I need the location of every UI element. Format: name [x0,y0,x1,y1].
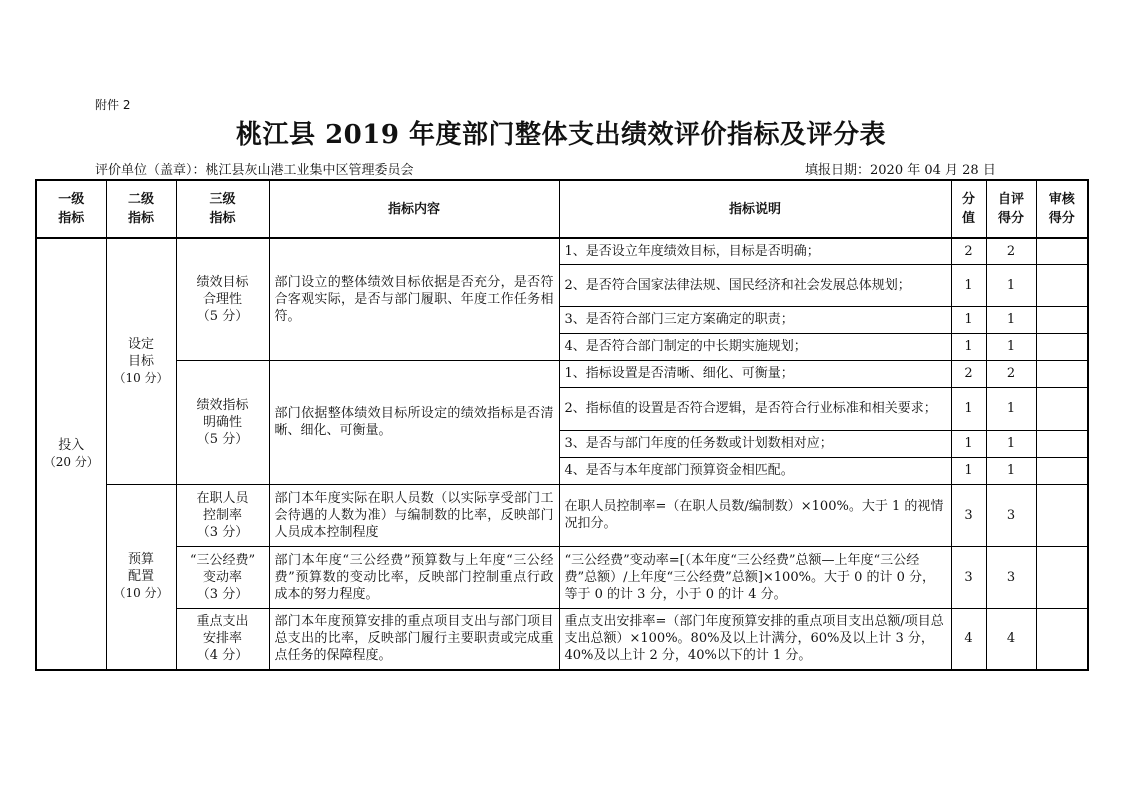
evaluator-name: 桃江县灰山港工业集中区管理委员会 [205,163,414,178]
self-score-cell: 1 [986,387,1036,430]
score-cell: 1 [951,457,986,484]
evaluator-line [95,159,414,178]
review-score-cell [1036,608,1088,670]
self-score-cell: 4 [986,608,1036,670]
self-score-cell: 1 [986,430,1036,457]
table-row [36,546,1088,608]
table-row [36,360,1088,387]
self-score-cell: 2 [986,238,1036,264]
header-row [36,180,1088,238]
score-cell: 1 [951,333,986,360]
content-cell: 部门依据整体绩效目标所设定的绩效指标是否清晰、细化、可衡量。 [269,360,559,484]
evaluation-table [35,179,1089,671]
score-cell: 2 [951,360,986,387]
level3-cell: 在职人员 控制率 （3 分） [176,484,269,546]
report-date: 填报日期：2020 年 04 月 28 日 [805,163,996,178]
review-score-cell [1036,333,1088,360]
header-level1: 一级 指标 [36,180,106,238]
score-cell: 1 [951,264,986,306]
description-cell: 1、是否设立年度绩效目标，目标是否明确； [559,238,951,264]
review-score-cell [1036,430,1088,457]
level1-cell: 投入 （20 分） [36,238,106,670]
review-score-cell [1036,306,1088,333]
header-review-score: 审核 得分 [1036,180,1088,238]
score-cell: 3 [951,546,986,608]
level2-cell: 设定 目标 （10 分） [106,238,176,484]
header-level2: 二级 指标 [106,180,176,238]
self-score-cell: 1 [986,457,1036,484]
review-score-cell [1036,264,1088,306]
level3-cell: 绩效目标 合理性 （5 分） [176,238,269,360]
description-cell: “三公经费”变动率=[（本年度“三公经费”总额—上年度“三公经费”总额）/上年度“三公经费”总额]×100%。大于 0 的计 0 分，等于 0 的计 3 分，小于 0 的计 4 分。 [559,546,951,608]
header-description: 指标说明 [559,180,951,238]
content-cell: 部门本年度实际在职人员数（以实际享受部门工会待遇的人数为准）与编制数的比率，反映部门人员成本控制程度 [269,484,559,546]
level3-cell: “三公经费” 变动率 （3 分） [176,546,269,608]
header-self-score: 自评 得分 [986,180,1036,238]
score-cell: 1 [951,306,986,333]
self-score-cell: 2 [986,360,1036,387]
description-cell: 3、是否与部门年度的任务数或计划数相对应； [559,430,951,457]
description-cell: 在职人员控制率=（在职人员数/编制数）×100%。大于 1 的视情况扣分。 [559,484,951,546]
review-score-cell [1036,238,1088,264]
score-cell: 1 [951,387,986,430]
self-score-cell: 1 [986,306,1036,333]
level2-cell: 预算 配置 （10 分） [106,484,176,670]
score-cell: 4 [951,608,986,670]
description-cell: 重点支出安排率=（部门年度预算安排的重点项目支出总额/项目总支出总额）×100%。80%及以上计满分，60%及以上计 3 分，40%及以上计 2 分，40%以下的计 1 分。 [559,608,951,670]
header-score: 分 值 [951,180,986,238]
content-cell: 部门本年度“三公经费”预算数与上年度“三公经费”预算数的变动比率，反映部门控制重点行政成本的努力程度。 [269,546,559,608]
table-row [36,484,1088,546]
score-cell: 2 [951,238,986,264]
self-score-cell: 1 [986,333,1036,360]
review-score-cell [1036,387,1088,430]
page-title: 桃江县 2019 年度部门整体支出绩效评价指标及评分表 [236,120,886,150]
review-score-cell [1036,484,1088,546]
level3-cell: 重点支出 安排率 （4 分） [176,608,269,670]
content-cell: 部门设立的整体绩效目标依据是否充分，是否符合客观实际，是否与部门履职、年度工作任务相符。 [269,238,559,360]
description-cell: 3、是否符合部门三定方案确定的职责； [559,306,951,333]
review-score-cell [1036,457,1088,484]
table-row [36,608,1088,670]
review-score-cell [1036,546,1088,608]
review-score-cell [1036,360,1088,387]
self-score-cell: 1 [986,264,1036,306]
content-cell: 部门本年度预算安排的重点项目支出与部门项目总支出的比率，反映部门履行主要职责或完成重点任务的保障程度。 [269,608,559,670]
score-cell: 3 [951,484,986,546]
description-cell: 2、指标值的设置是否符合逻辑，是否符合行业标准和相关要求； [559,387,951,430]
header-content: 指标内容 [269,180,559,238]
description-cell: 4、是否与本年度部门预算资金相匹配。 [559,457,951,484]
evaluator-label: 评价单位（盖章）： [95,163,206,178]
attachment-label: 附件 2 [95,98,131,112]
description-cell: 4、是否符合部门制定的中长期实施规划； [559,333,951,360]
description-cell: 1、指标设置是否清晰、细化、可衡量； [559,360,951,387]
score-cell: 1 [951,430,986,457]
header-level3: 三级 指标 [176,180,269,238]
self-score-cell: 3 [986,546,1036,608]
description-cell: 2、是否符合国家法律法规、国民经济和社会发展总体规划； [559,264,951,306]
self-score-cell: 3 [986,484,1036,546]
level3-cell: 绩效指标 明确性 （5 分） [176,360,269,484]
table-row [36,238,1088,264]
